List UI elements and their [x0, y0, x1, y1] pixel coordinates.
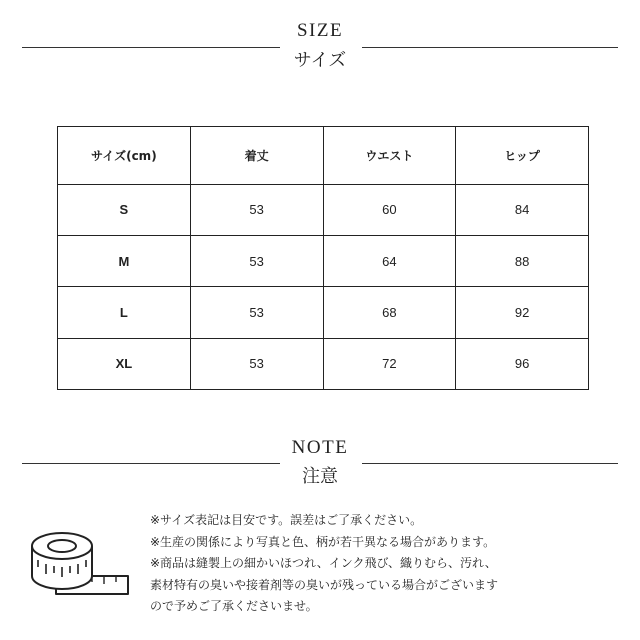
- size-cell: L: [58, 287, 191, 338]
- length-cell: 53: [190, 236, 323, 287]
- note-line: 素材特有の臭いや接着剤等の臭いが残っている場合がございます: [150, 577, 499, 592]
- header-waist: ウエスト: [323, 127, 456, 185]
- table-row: [58, 184, 589, 235]
- waist-cell: 64: [323, 236, 456, 287]
- waist-cell: 60: [323, 184, 456, 235]
- waist-cell: 72: [323, 338, 456, 389]
- tape-measure-icon: [18, 512, 138, 600]
- table-row: [58, 236, 589, 287]
- length-cell: 53: [190, 287, 323, 338]
- hip-cell: 84: [456, 184, 589, 235]
- hip-cell: 92: [456, 287, 589, 338]
- length-cell: 53: [190, 338, 323, 389]
- note-title-en: NOTE: [291, 437, 349, 458]
- header-size: サイズ(cm): [58, 127, 191, 185]
- note-line: ※サイズ表記は目安です。誤差はご了承ください。: [150, 513, 423, 527]
- note-list: [150, 510, 630, 618]
- size-cell: S: [58, 184, 191, 235]
- size-cell: XL: [58, 338, 191, 389]
- note-line: ※生産の関係により写真と色、柄が若干異なる場合があります。: [150, 534, 496, 549]
- hip-cell: 88: [456, 236, 589, 287]
- length-cell: 53: [190, 184, 323, 235]
- table-header-row: [58, 127, 589, 185]
- header-hip: ヒップ: [456, 127, 589, 185]
- waist-cell: 68: [323, 287, 456, 338]
- size-table: [57, 126, 589, 390]
- size-cell: M: [58, 236, 191, 287]
- table-row: [58, 287, 589, 338]
- hip-cell: 96: [456, 338, 589, 389]
- note-line: ※商品は縫製上の細かいほつれ、インク飛び、織りむら、汚れ、: [150, 556, 497, 570]
- size-title-en: SIZE: [296, 20, 344, 41]
- table-row: [58, 338, 589, 389]
- note-line: ので予めご了承くださいませ。: [150, 599, 318, 613]
- header-length: 着丈: [190, 127, 323, 185]
- note-title-ja: 注意: [302, 466, 338, 487]
- size-title-ja: サイズ: [293, 50, 347, 71]
